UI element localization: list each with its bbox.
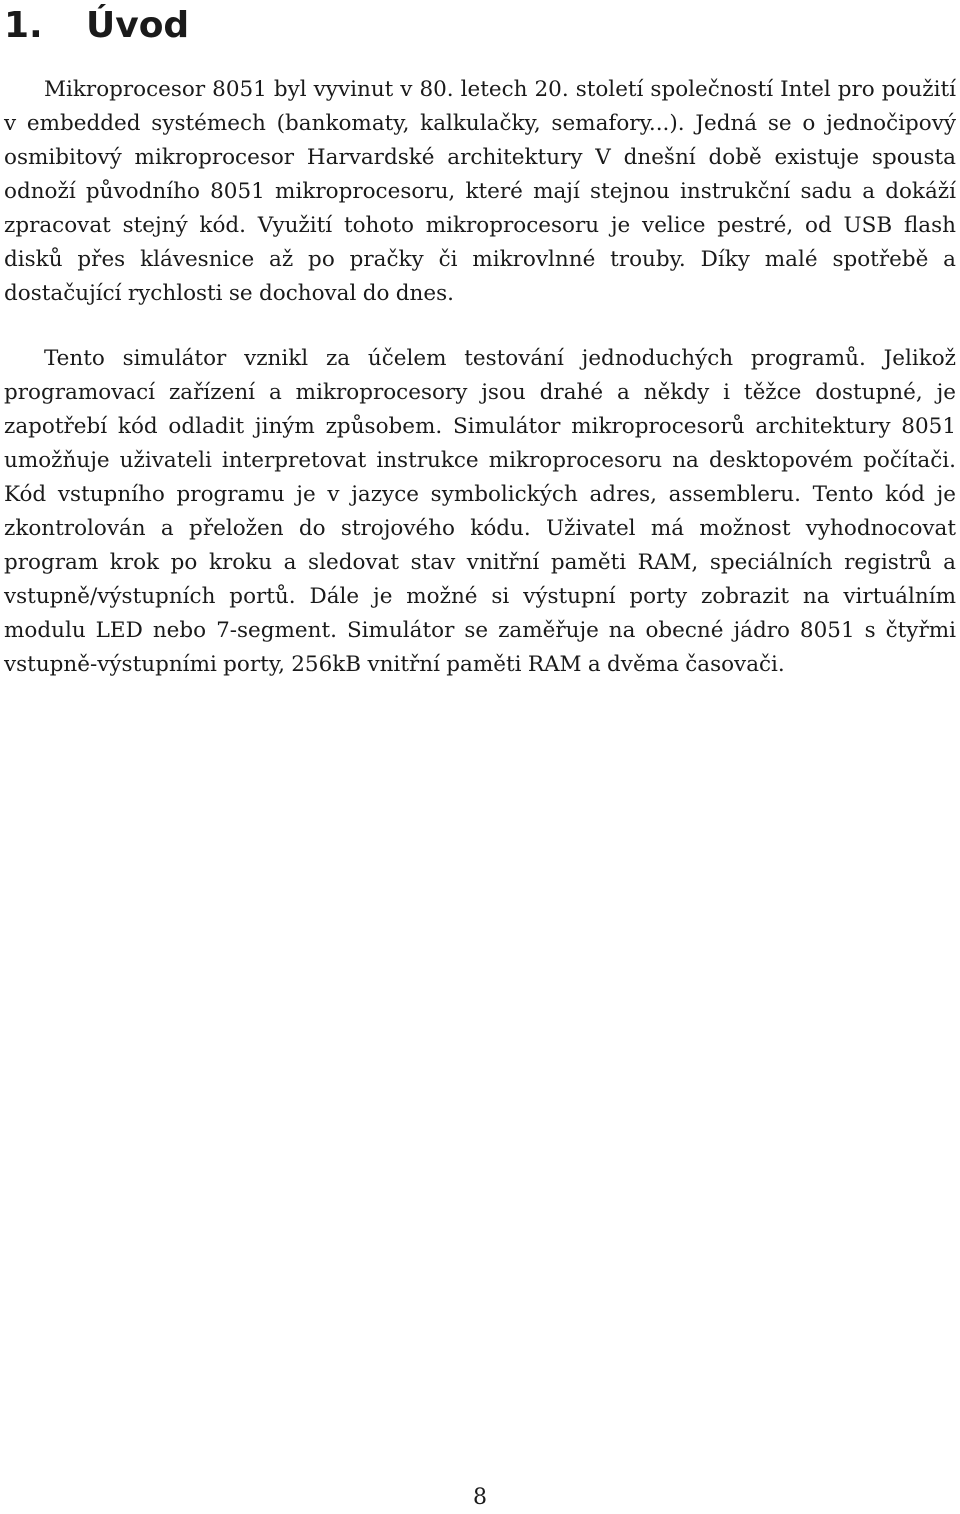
- chapter-heading: [4, 2, 189, 50]
- chapter-number: 1.: [4, 5, 43, 46]
- chapter-title: Úvod: [86, 5, 190, 46]
- page-number: 8: [473, 1485, 487, 1510]
- paragraph-intro: Mikroprocesor 8051 byl vyvinut v 80. letech 20. století společností Intel pro použití v embedded systémech (bankomaty, kalkulačky, semafory...). Jedná se o jednočipový osmibitový mikroprocesor Harvardské architektury V dnešní době existuje spousta odnoží původního 8051 mikroprocesoru, které mají stejnou instrukční sadu a dokáží zpracovat stejný kód. Využití tohoto mikroprocesoru je velice pestré, od USB flash disků přes klávesnice až po pračky či mikrovlnné trouby. Díky malé spotřebě a dostačující rychlosti se dochoval do dnes.: [4, 77, 956, 306]
- paragraph-simulator: Tento simulátor vznikl za účelem testování jednoduchých programů. Jelikož programovací zařízení a mikroprocesory jsou drahé a někdy i těžce dostupné, je zapotřebí kód odladit jiným způsobem. Simulátor mikroprocesorů architektury 8051 umožňuje uživateli interpretovat instrukce mikroprocesoru na desktopovém počítači. Kód vstupního programu je v jazyce symbolických adres, assembleru. Tento kód je zkontrolován a přeložen do strojového kódu. Uživatel má možnost vyhodnocovat program krok po kroku a sledovat stav vnitřní paměti RAM, speciálních registrů a vstupně/výstupních portů. Dále je možné si výstupní porty zobrazit na virtuálním modulu LED nebo 7-segment. Simulátor se zaměřuje na obecné jádro 8051 s čtyřmi vstupně-výstupními porty, 256kB vnitřní paměti RAM a dvěma časovači.: [4, 346, 956, 677]
